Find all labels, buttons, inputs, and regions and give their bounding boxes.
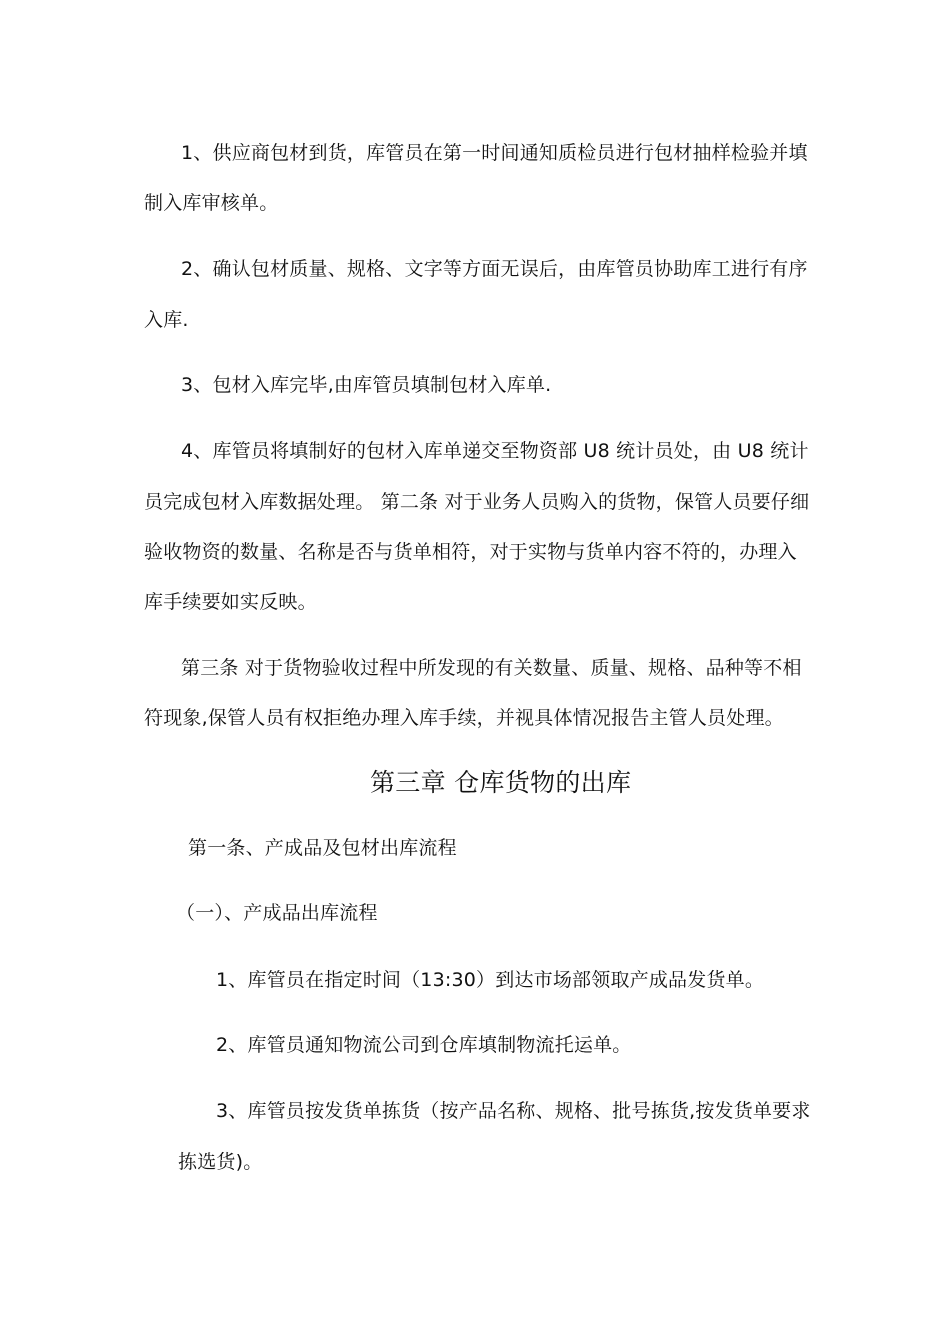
paragraph-1-line-2: 制入库审核单。: [144, 192, 279, 214]
step-3-line-1: 3、库管员按发货单拣货（按产品名称、规格、批号拣货,按发货单要求: [216, 1100, 811, 1122]
step-3-line-2: 拣选货)。: [178, 1151, 263, 1173]
paragraph-2-line-2: 入库.: [144, 309, 189, 331]
section-heading: 第一条、产成品及包材出库流程: [188, 837, 457, 859]
paragraph-3-line-1: 3、包材入库完毕,由库管员填制包材入库单.: [181, 374, 552, 396]
paragraph-4-line-4: 库手续要如实反映。: [144, 591, 317, 613]
step-1: 1、库管员在指定时间（13:30）到达市场部领取产成品发货单。: [216, 969, 765, 991]
paragraph-4-line-2: 员完成包材入库数据处理。 第二条 对于业务人员购入的货物，保管人员要仔细: [144, 491, 810, 513]
article-3-line-2: 符现象,保管人员有权拒绝办理入库手续，并视具体情况报告主管人员处理。: [144, 707, 784, 729]
paragraph-4-line-3: 验收物资的数量、名称是否与货单相符，对于实物与货单内容不符的，办理入: [144, 541, 797, 563]
step-2: 2、库管员通知物流公司到仓库填制物流托运单。: [216, 1034, 632, 1056]
article-3-line-1: 第三条 对于货物验收过程中所发现的有关数量、质量、规格、品种等不相: [181, 657, 802, 679]
paragraph-2-line-1: 2、确认包材质量、规格、文字等方面无误后，由库管员协助库工进行有序: [181, 258, 808, 280]
paragraph-4-line-1: 4、库管员将填制好的包材入库单递交至物资部 U8 统计员处，由 U8 统计: [181, 440, 809, 462]
subsection-heading: （一）、产成品出库流程: [176, 902, 378, 924]
paragraph-1-line-1: 1、供应商包材到货，库管员在第一时间通知质检员进行包材抽样检验并填: [181, 142, 808, 164]
chapter-heading: 第三章 仓库货物的出库: [370, 768, 632, 797]
